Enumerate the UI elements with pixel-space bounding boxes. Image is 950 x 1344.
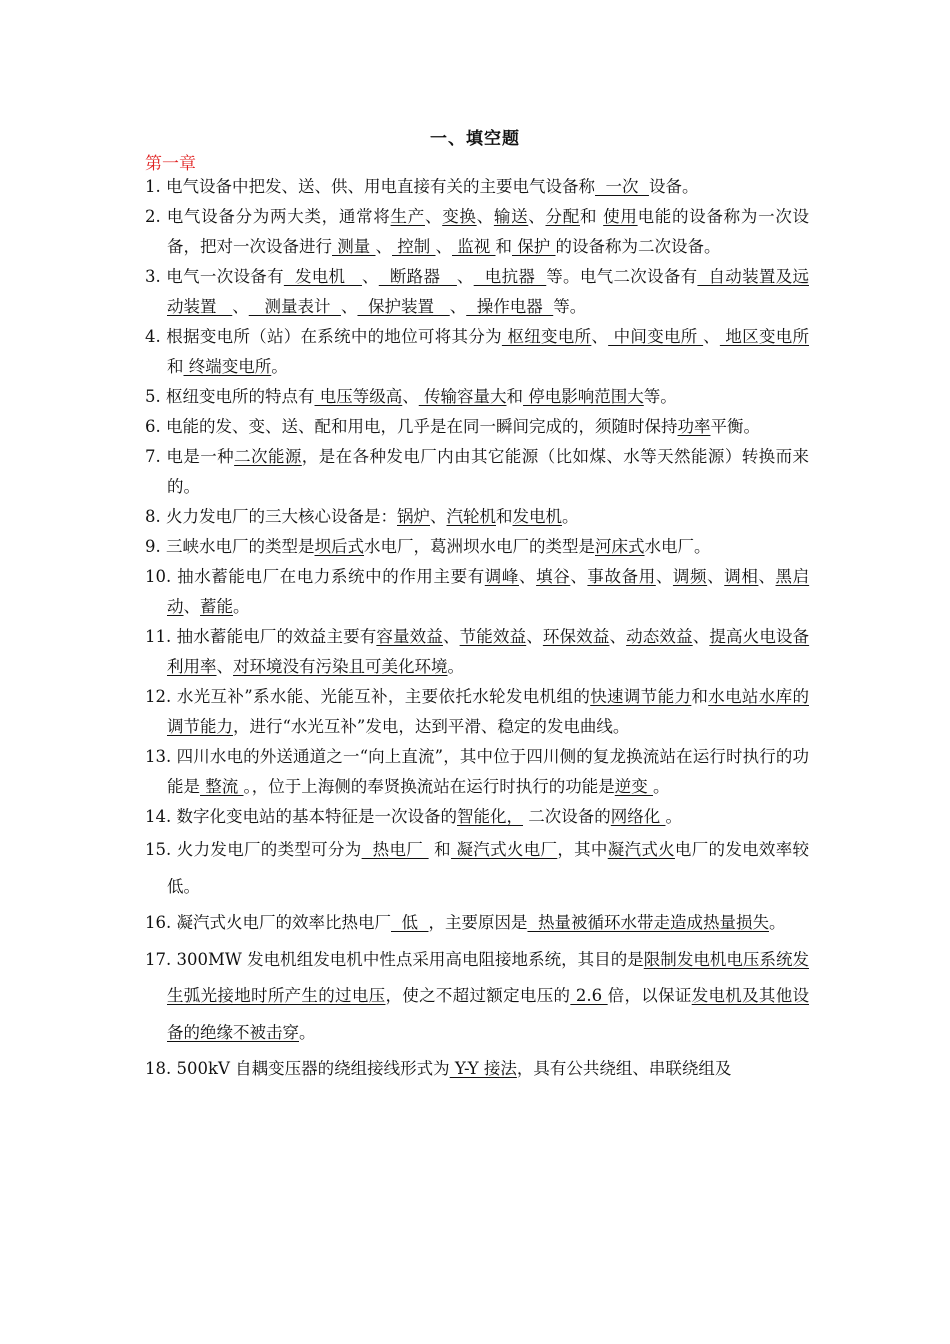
question-text: 、 xyxy=(430,507,447,526)
question-text: 等。 xyxy=(643,387,677,406)
answer-blank: 测量表计 xyxy=(248,297,341,316)
question-text: 倍，以保证 xyxy=(607,986,692,1005)
question-number: 8. xyxy=(145,507,166,526)
question-text: 、 xyxy=(476,207,494,226)
answer-blank: 二次能源 xyxy=(234,447,302,466)
answer-blank: 2.6 xyxy=(570,986,608,1005)
answer-blank: 水电站水库的调节能力 xyxy=(167,687,810,736)
question-text: 根据变电所（站）在系统中的地位可将其分为 xyxy=(166,327,502,346)
question-number: 2. xyxy=(145,207,167,226)
answer-blank: 电抗器 xyxy=(473,267,547,286)
question-number: 4. xyxy=(145,327,167,346)
question-text: 、 xyxy=(758,567,776,586)
question-text: 。 xyxy=(271,357,288,376)
answer-blank: 调频 xyxy=(672,567,708,586)
question-text: 和 xyxy=(506,387,523,406)
question-item xyxy=(145,502,809,532)
answer-blank: 自动装置及远动装置 xyxy=(167,267,809,316)
question-number: 17. xyxy=(145,949,177,969)
answer-blank: 枢纽变电所 xyxy=(501,327,592,346)
question-text: 抽水蓄能电厂的效益主要有 xyxy=(176,627,377,646)
question-number: 6. xyxy=(145,417,166,436)
question-text: 和 xyxy=(579,207,604,226)
question-item xyxy=(145,1051,809,1088)
answer-blank: 容量效益 xyxy=(376,627,443,646)
question-text: 电气设备分为两大类，通常将 xyxy=(166,207,391,226)
question-text: 火力发电厂的三大核心设备是： xyxy=(166,507,397,526)
question-number: 5. xyxy=(145,387,166,406)
question-item xyxy=(145,172,809,202)
question-number: 1. xyxy=(145,177,166,196)
question-text: 。 xyxy=(653,777,670,796)
answer-blank: 断路器 xyxy=(378,267,457,286)
question-text: 、 xyxy=(375,237,392,256)
answer-blank: 黑启动 xyxy=(167,567,810,616)
question-number: 16. xyxy=(145,913,177,932)
answer-blank: 动态效益 xyxy=(626,627,693,646)
question-number: 7. xyxy=(145,447,167,466)
question-item xyxy=(145,802,809,832)
question-text: 、 xyxy=(402,387,419,406)
answer-blank: 汽轮机 xyxy=(446,507,496,526)
question-text: 电厂的发电效率较低。 xyxy=(167,840,810,896)
question-item xyxy=(145,562,809,622)
question-text: 、 xyxy=(456,267,474,286)
question-text: 、 xyxy=(703,327,720,346)
question-text: 。 xyxy=(665,807,682,826)
question-text: 。，位于上海侧的奉贤换流站在运行时执行的功能是 xyxy=(243,777,615,796)
answer-blank: 操作电器 xyxy=(466,297,554,316)
question-number: 9. xyxy=(145,537,166,556)
answer-blank: 地区变电所 xyxy=(719,327,810,346)
answer-blank: 提高火电设备利用率 xyxy=(167,627,810,676)
question-text: 300MW 发电机组发电机中性点采用高电阻接地系统，其目的是 xyxy=(176,949,644,969)
question-text: 枢纽变电所的特点有 xyxy=(166,387,315,406)
question-text: 、 xyxy=(442,627,460,646)
question-text: 、 xyxy=(216,657,233,676)
answer-blank: 限制发电机电压系统发生弧光接地时所产生的过电压 xyxy=(167,949,809,1005)
question-item xyxy=(145,622,809,682)
answer-blank: 凝汽式火电厂 xyxy=(450,840,558,859)
question-text: ，其中 xyxy=(557,840,608,859)
answer-blank: 热量被循环水带走造成热量损失 xyxy=(527,913,769,932)
answer-blank: 电压等级高 xyxy=(314,387,403,406)
answer-blank: 智能化， xyxy=(457,807,523,826)
question-text: 、 xyxy=(519,567,537,586)
answer-blank: 填谷 xyxy=(536,567,571,586)
question-text: 、 xyxy=(655,567,673,586)
question-text: 、 xyxy=(528,207,546,226)
question-text: ，是在各种发电厂内由其它能源（比如煤、水等天然能源）转换而来的。 xyxy=(167,447,810,496)
question-number: 12. xyxy=(145,687,177,706)
answer-blank: 调相 xyxy=(724,567,759,586)
answer-blank: 事故备用 xyxy=(587,567,656,586)
question-text: 、 xyxy=(449,297,467,316)
question-item xyxy=(145,905,809,942)
answer-blank: 环保效益 xyxy=(542,627,610,646)
answer-blank: 整流 xyxy=(200,777,244,796)
question-text: 、 xyxy=(591,327,609,346)
question-text: 火力发电厂的类型可分为 xyxy=(176,840,362,859)
question-text: 电气设备中把发、送、供、用电直接有关的主要电气设备称 xyxy=(166,177,595,196)
section-title: 一、填空题 xyxy=(430,129,520,149)
answer-blank: 蓄能 xyxy=(200,597,233,616)
question-item xyxy=(145,942,809,1052)
answer-blank: 低 xyxy=(391,913,429,932)
question-text: 、 xyxy=(435,237,452,256)
question-text: 。 xyxy=(768,913,786,932)
question-text: 、 xyxy=(570,567,588,586)
question-item xyxy=(145,202,809,262)
question-text: 、 xyxy=(707,567,725,586)
question-text: 抽水蓄能电厂在电力系统中的作用主要有 xyxy=(177,567,485,586)
question-text: 和 xyxy=(691,687,709,706)
question-number: 18. xyxy=(145,1059,177,1078)
question-text: 、 xyxy=(526,627,543,646)
question-text: 。 xyxy=(447,657,464,676)
answer-blank: 控制 xyxy=(392,237,436,256)
answer-blank: 热电厂 xyxy=(361,840,429,859)
answer-blank: 快速调节能力 xyxy=(590,687,692,706)
answer-blank: 保护装置 xyxy=(357,297,450,316)
question-number: 11. xyxy=(145,627,177,646)
question-text: 数字化变电站的基本特征是一次设备的 xyxy=(176,807,457,826)
question-number: 15. xyxy=(145,840,177,859)
question-text: 和 xyxy=(496,507,513,526)
answer-blank: 监视 xyxy=(452,237,496,256)
question-item xyxy=(145,682,809,742)
question-text: 电能的设备称为一次设备，把对一次设备进行 xyxy=(167,207,810,256)
question-text: 三峡水电厂的类型是 xyxy=(166,537,315,556)
answer-blank: 分配 xyxy=(545,207,580,226)
question-item xyxy=(145,442,809,502)
question-text: 、 xyxy=(424,207,443,226)
answer-blank: Y-Y 接法 xyxy=(449,1059,517,1078)
question-text: 设备。 xyxy=(648,177,699,196)
question-text: 500kV 自耦变压器的绕组接线形式为 xyxy=(176,1059,450,1078)
answer-blank: 发电机 xyxy=(283,267,362,286)
question-text: 四川水电的外送通道之一“向上直流”，其中位于四川侧的复龙换流站在运行时执行的功能是 xyxy=(167,747,809,796)
question-text: 平衡。 xyxy=(710,417,760,436)
question-text: 水光互补”系水能、光能互补，主要依托水轮发电机组的 xyxy=(176,687,591,706)
answer-blank: 传输容量大 xyxy=(418,387,507,406)
question-text: 等。电气二次设备有 xyxy=(546,267,698,286)
question-text: 、 xyxy=(232,297,249,316)
question-item xyxy=(145,382,809,412)
question-text: ，进行“水光互补”发电，达到平滑、稳定的发电曲线。 xyxy=(233,717,630,736)
answer-blank: 网络化 xyxy=(610,807,666,826)
question-number: 10. xyxy=(145,567,178,586)
question-text: 。 xyxy=(299,1022,316,1042)
question-item xyxy=(145,412,809,442)
answer-blank: 发电机 xyxy=(512,507,562,526)
question-list xyxy=(145,172,809,1088)
question-text: 的设备称为二次设备。 xyxy=(555,237,721,256)
question-text: 、 xyxy=(183,597,200,616)
question-number: 3. xyxy=(145,267,167,286)
answer-blank: 锅炉 xyxy=(397,507,430,526)
question-text: 、 xyxy=(692,627,710,646)
answer-blank: 功率 xyxy=(677,417,711,436)
question-text: 、 xyxy=(340,297,358,316)
answer-blank: 输送 xyxy=(493,207,529,226)
answer-blank: 变换 xyxy=(442,207,477,226)
question-text: ，使之不超过额定电压的 xyxy=(385,986,571,1005)
answer-blank: 使用 xyxy=(603,207,638,226)
answer-blank: 中间变电所 xyxy=(608,327,704,346)
question-text: 凝汽式火电厂的效率比热电厂 xyxy=(176,913,391,932)
question-text: 和 xyxy=(428,840,451,859)
answer-blank: 保护 xyxy=(512,237,556,256)
answer-blank: 发电机及其他设备的绝缘不被击穿 xyxy=(167,986,810,1042)
answer-blank: 逆变 xyxy=(614,777,653,796)
question-text: 电气一次设备有 xyxy=(166,267,284,286)
question-text: 、 xyxy=(361,267,379,286)
chapter-heading: 第一章 xyxy=(145,154,196,174)
answer-blank: 对环境没有污染且可美化环境 xyxy=(233,657,448,676)
question-text: 和 xyxy=(495,237,512,256)
answer-blank: 一次 xyxy=(595,177,649,196)
answer-blank: 生产 xyxy=(390,207,425,226)
question-text: ，具有公共绕组、串联绕组及 xyxy=(516,1059,732,1078)
answer-blank: 调峰 xyxy=(484,567,519,586)
question-text: 、 xyxy=(609,627,627,646)
question-text: 和 xyxy=(167,357,184,376)
question-text: 。 xyxy=(233,597,250,616)
question-text: 水电厂。 xyxy=(644,537,711,556)
question-item xyxy=(145,322,809,382)
answer-blank: 测量 xyxy=(332,237,376,256)
question-text: 等。 xyxy=(553,297,587,316)
answer-blank: 停电影响范围大 xyxy=(523,387,644,406)
answer-blank: 凝汽式火 xyxy=(607,840,675,859)
answer-blank: 终端变电所 xyxy=(183,357,272,376)
question-number: 14. xyxy=(145,807,177,826)
question-text: 。 xyxy=(562,507,579,526)
answer-blank: 坝后式 xyxy=(314,537,364,556)
question-text: 二次设备的 xyxy=(523,807,611,826)
question-text: 电能的发、变、送、配和用电，几乎是在同一瞬间完成的，须随时保持 xyxy=(166,417,678,436)
question-text: 电是一种 xyxy=(166,447,235,466)
question-number: 13. xyxy=(145,747,177,766)
question-item xyxy=(145,532,809,562)
question-item xyxy=(145,262,809,322)
question-item xyxy=(145,742,809,802)
answer-blank: 节能效益 xyxy=(459,627,527,646)
answer-blank: 河床式 xyxy=(595,537,645,556)
question-text: 水电厂，葛洲坝水电厂的类型是 xyxy=(364,537,595,556)
question-text: ，主要原因是 xyxy=(428,913,528,932)
question-item xyxy=(145,832,809,905)
